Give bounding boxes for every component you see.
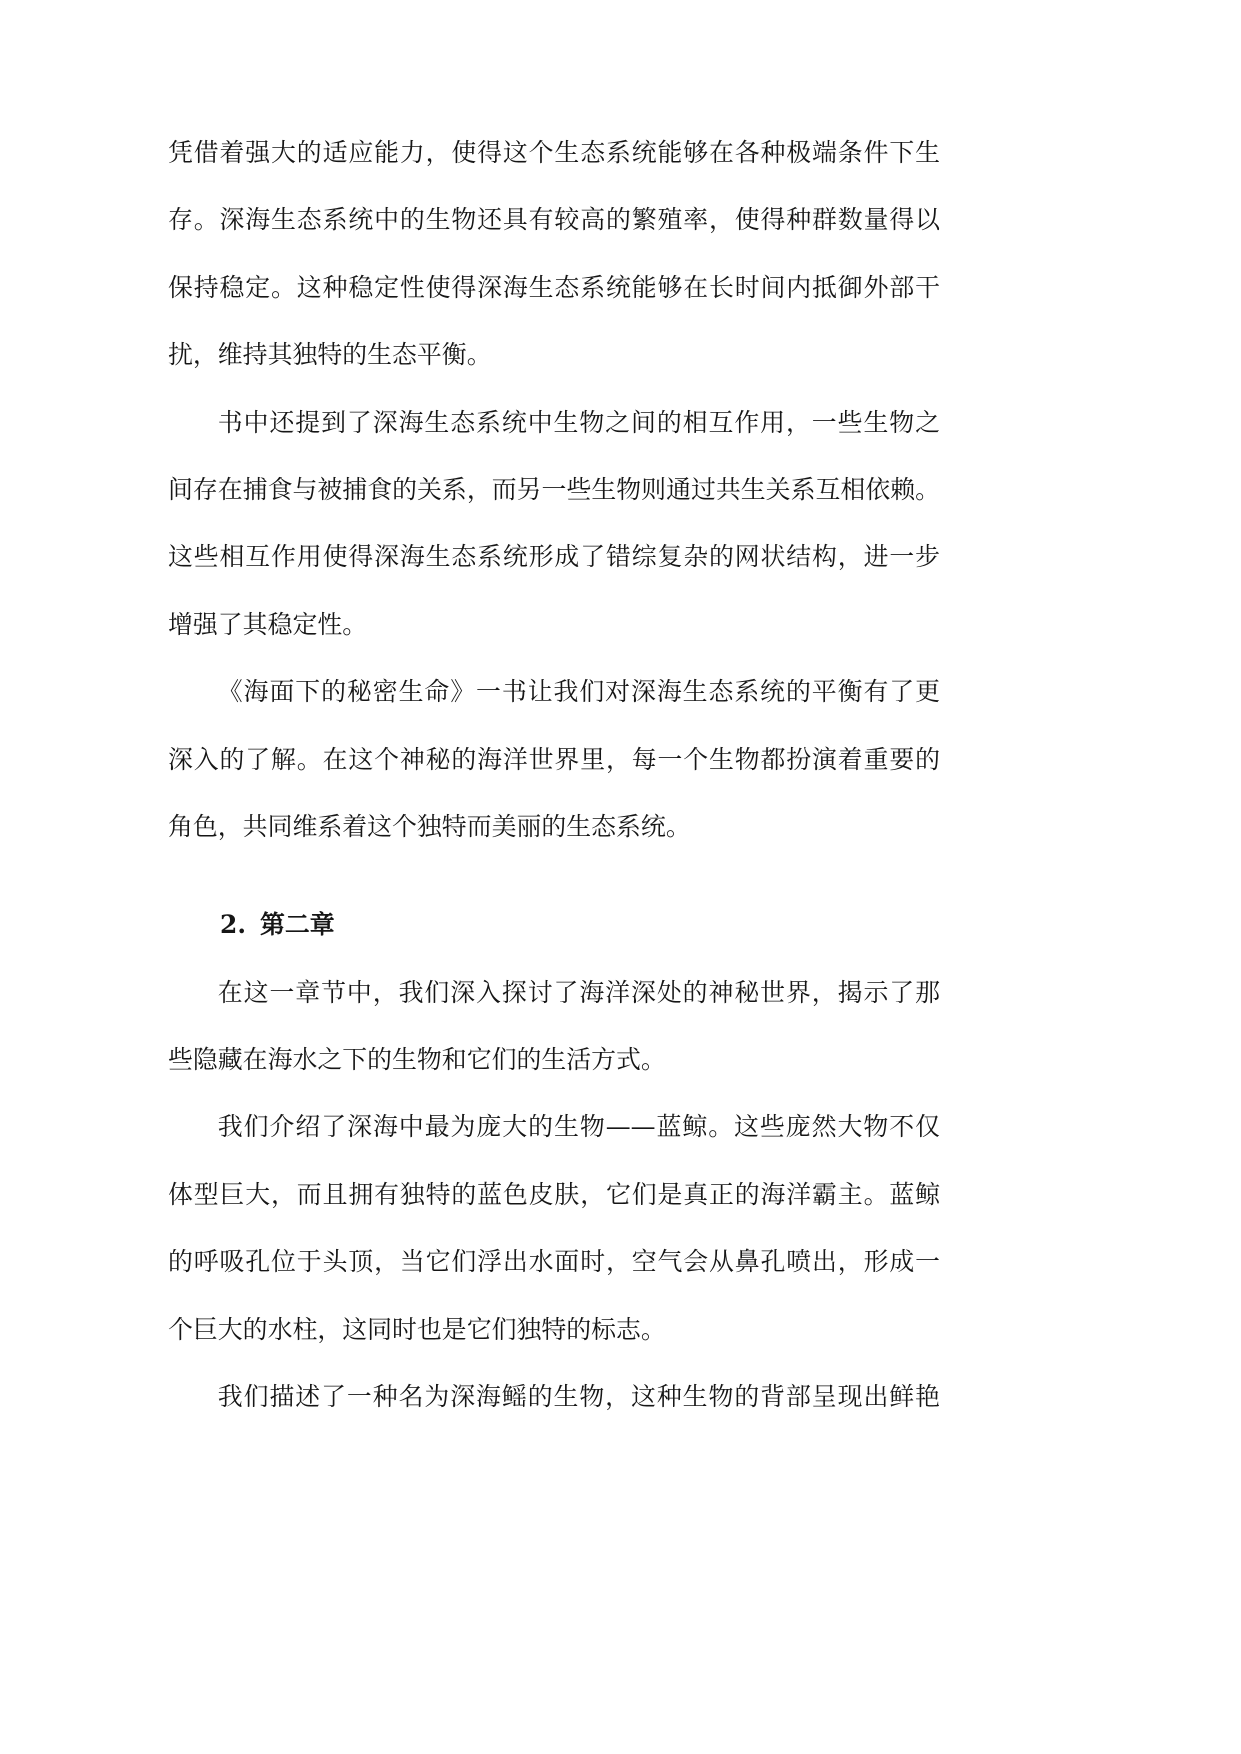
paragraph-line: 存。深海生态系统中的生物还具有较高的繁殖率，使得种群数量得以 xyxy=(168,205,940,235)
paragraph-line: 体型巨大，而且拥有独特的蓝色皮肤，它们是真正的海洋霸主。蓝鲸 xyxy=(168,1179,940,1209)
paragraph xyxy=(168,959,940,1094)
paragraph-line: 《海面下的秘密生命》一书让我们对深海生态系统的平衡有了更 xyxy=(217,677,940,707)
paragraph-line: 我们介绍了深海中最为庞大的生物——蓝鲸。这些庞然大物不仅 xyxy=(217,1112,940,1142)
paragraph-line: 扰，维持其独特的生态平衡。 xyxy=(168,340,492,370)
paragraph-line: 些隐藏在海水之下的生物和它们的生活方式。 xyxy=(168,1045,666,1075)
paragraph-line: 的呼吸孔位于头顶，当它们浮出水面时，空气会从鼻孔喷出，形成一 xyxy=(168,1247,940,1277)
paragraph-line: 我们描述了一种名为深海鳐的生物，这种生物的背部呈现出鲜艳 xyxy=(217,1382,940,1412)
paragraph-line: 角色，共同维系着这个独特而美丽的生态系统。 xyxy=(168,811,691,841)
heading-number: 2. xyxy=(220,910,246,940)
paragraph xyxy=(168,389,940,659)
paragraph-line: 深入的了解。在这个神秘的海洋世界里，每一个生物都扮演着重要的 xyxy=(168,744,940,774)
heading-title: 第二章 xyxy=(260,910,335,940)
paragraph xyxy=(168,1363,940,1430)
section-heading xyxy=(168,891,940,958)
paragraph-line: 增强了其稳定性。 xyxy=(168,609,368,639)
paragraph-line: 保持稳定。这种稳定性使得深海生态系统能够在长时间内抵御外部干 xyxy=(168,272,940,302)
paragraph-line: 这些相互作用使得深海生态系统形成了错综复杂的网状结构，进一步 xyxy=(168,542,940,572)
paragraph xyxy=(168,658,940,860)
paragraph-line: 在这一章节中，我们深入探讨了海洋深处的神秘世界，揭示了那 xyxy=(217,977,940,1007)
paragraph xyxy=(168,1093,940,1363)
document-page xyxy=(168,119,940,1430)
paragraph-line: 凭借着强大的适应能力，使得这个生态系统能够在各种极端条件下生 xyxy=(168,138,940,167)
paragraph-line: 个巨大的水柱，这同时也是它们独特的标志。 xyxy=(168,1314,666,1344)
paragraph xyxy=(168,119,940,389)
paragraph-line: 间存在捕食与被捕食的关系，而另一些生物则通过共生关系互相依赖。 xyxy=(168,474,940,504)
paragraph-line: 书中还提到了深海生态系统中生物之间的相互作用，一些生物之 xyxy=(217,407,940,437)
